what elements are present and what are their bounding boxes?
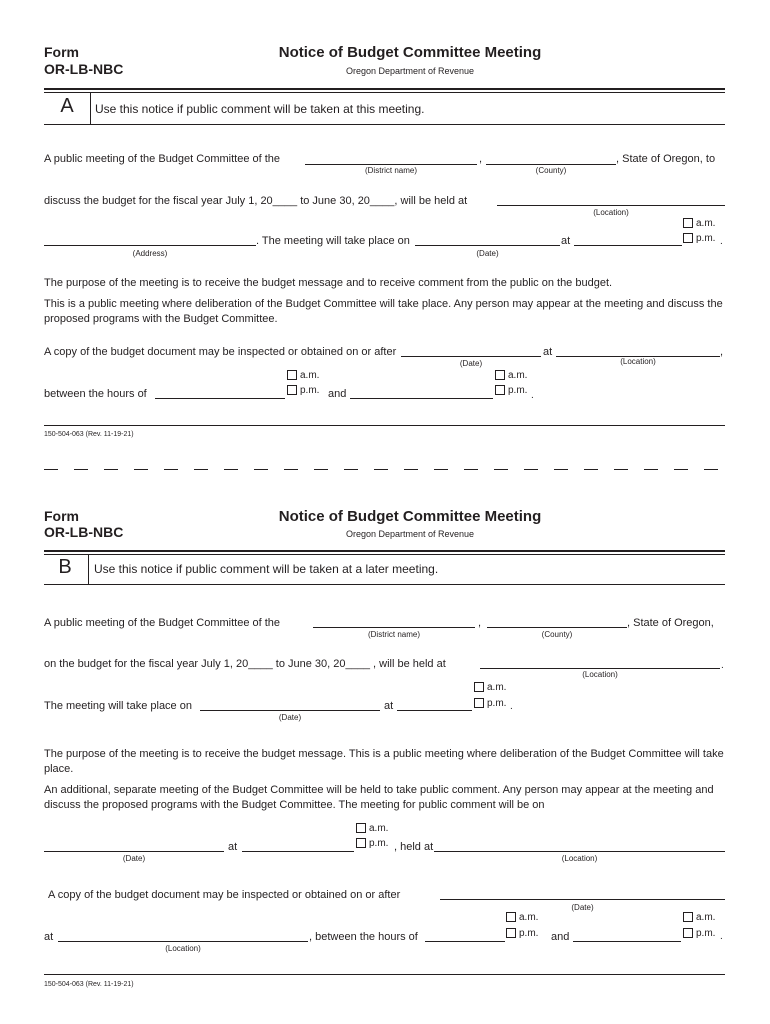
a-hours-start-am-label: a.m. [300, 370, 320, 381]
a-hours-end-pm-checkbox[interactable] [495, 385, 505, 395]
a-at-text: at [561, 235, 571, 247]
b-time-field[interactable] [397, 710, 472, 711]
b-location-field[interactable] [480, 668, 720, 669]
b-location-period: . [721, 660, 724, 671]
b-meeting-text: The meeting will take place on [44, 700, 192, 712]
section-a-top-rule [44, 88, 725, 90]
page-title: Notice of Budget Committee Meeting [278, 44, 542, 61]
b-held-at-text: , held at [394, 841, 434, 853]
a-am-label: a.m. [696, 218, 716, 229]
a-date-caption: (Date) [476, 249, 499, 258]
section-a-divider [90, 92, 91, 124]
b-comment-date-caption: (Date) [122, 854, 146, 863]
a-location-field[interactable] [497, 205, 725, 206]
section-a-bottom-rule [44, 124, 725, 125]
b-copy-date-field[interactable] [440, 899, 725, 900]
b-county-caption: (County) [541, 630, 573, 639]
a-hours-start-field[interactable] [155, 398, 285, 399]
a-hours-end-am-checkbox[interactable] [495, 370, 505, 380]
b-am-checkbox[interactable] [474, 682, 484, 692]
a-hours-start-pm-label: p.m. [300, 385, 320, 396]
section-b-letter: B [58, 556, 72, 578]
agency-name-b: Oregon Department of Revenue [345, 529, 475, 539]
a-meeting-text: . The meeting will take place on [256, 235, 410, 247]
a-hours-end-pm-label: p.m. [508, 385, 528, 396]
b-comment-am-label: a.m. [369, 823, 389, 834]
b-hours-start-am-label: a.m. [519, 912, 539, 923]
a-state-text: , State of Oregon, to [616, 153, 716, 165]
b-state-text: , State of Oregon, [627, 617, 714, 629]
a-hours-end-am-label: a.m. [508, 370, 528, 381]
form-label-b: Form [44, 508, 79, 524]
form-number-b: OR-LB-NBC [44, 524, 124, 540]
form-label: Form [44, 44, 79, 60]
agency-name: Oregon Department of Revenue [345, 66, 475, 76]
section-b-top-rule-thin [44, 554, 725, 555]
a-time-field[interactable] [574, 245, 682, 246]
b-district-field[interactable] [313, 627, 475, 628]
section-b-bottom-rule [44, 584, 725, 585]
b-comment-am-checkbox[interactable] [356, 823, 366, 833]
a-pm-checkbox[interactable] [683, 233, 693, 243]
section-a-instruction: Use this notice if public comment will be taken at this meeting. [95, 102, 425, 116]
a-and-text: and [328, 388, 347, 400]
a-purpose-text: The purpose of the meeting is to receive the budget message and to receive comment from the public on the budget. [44, 277, 613, 289]
b-comment-location-field[interactable] [434, 851, 725, 852]
a-copy-date-caption: (Date) [459, 359, 483, 368]
b-additional-text: An additional, separate meeting of the Budget Committee will be held to take public comment. Any person may appear at the meeting and discuss the proposed programs with the Budget Committee. The meeting for public comment will be on [44, 784, 714, 811]
b-district-caption: (District name) [367, 630, 420, 639]
a-district-field[interactable] [305, 164, 477, 165]
b-hours-start-am-checkbox[interactable] [506, 912, 516, 922]
a-address-caption: (Address) [132, 249, 168, 258]
a-bottom-rule [44, 425, 725, 426]
a-copy-text: A copy of the budget document may be inspected or obtained on or after [44, 346, 397, 358]
b-line2-text: on the budget for the fiscal year July 1, 20____ to June 30, 20____ , will be held at [44, 658, 446, 670]
b-revision: 150-504-063 (Rev. 11-19-21) [44, 981, 134, 988]
a-date-field[interactable] [415, 245, 560, 246]
b-location-caption: (Location) [582, 670, 618, 679]
a-hours-period: . [531, 390, 534, 401]
b-at-location-text: at [44, 931, 54, 943]
b-copy-location-field[interactable] [58, 941, 308, 942]
a-county-caption: (County) [535, 166, 567, 175]
section-b-divider [88, 554, 89, 584]
a-hours-end-field[interactable] [350, 398, 493, 399]
b-at-text: at [384, 700, 394, 712]
b-am-label: a.m. [487, 682, 507, 693]
b-comment-at-text: at [228, 841, 238, 853]
b-hours-end-pm-label: p.m. [696, 928, 716, 939]
b-hours-period: . [720, 931, 723, 942]
b-hours-end-am-label: a.m. [696, 912, 716, 923]
b-line1-text: A public meeting of the Budget Committee of the [44, 617, 281, 629]
section-b-instruction: Use this notice if public comment will be taken at a later meeting. [94, 562, 439, 576]
b-hours-start-field[interactable] [425, 941, 505, 942]
a-hours-start-pm-checkbox[interactable] [287, 385, 297, 395]
section-a-letter: A [60, 95, 74, 117]
a-copy-comma: , [720, 346, 724, 358]
b-hours-end-pm-checkbox[interactable] [683, 928, 693, 938]
b-date-field[interactable] [200, 710, 380, 711]
a-am-checkbox[interactable] [683, 218, 693, 228]
b-between-text: , between the hours of [309, 931, 418, 943]
a-copy-location-caption: (Location) [620, 357, 656, 366]
a-between-text: between the hours of [44, 388, 147, 400]
b-comment-pm-label: p.m. [369, 838, 389, 849]
b-and-text: and [551, 931, 570, 943]
a-comma: , [479, 153, 483, 165]
b-comma: , [478, 617, 482, 629]
a-county-field[interactable] [486, 164, 616, 165]
b-comment-pm-checkbox[interactable] [356, 838, 366, 848]
b-comment-time-field[interactable] [242, 851, 354, 852]
a-address-field[interactable] [44, 245, 256, 246]
b-copy-date-caption: (Date) [571, 903, 594, 912]
a-line1-text: A public meeting of the Budget Committee of the [44, 153, 281, 165]
b-bottom-rule [44, 974, 725, 975]
a-public-meeting-text: This is a public meeting where deliberation of the Budget Committee will take place. Any person may appear at the meeting and discuss the proposed programs with the Budget Committee. [44, 298, 723, 325]
section-b-top-rule [44, 550, 725, 552]
b-hours-start-pm-checkbox[interactable] [506, 928, 516, 938]
b-comment-date-field[interactable] [44, 851, 224, 852]
a-district-caption: (District name) [364, 166, 417, 175]
b-purpose-text: The purpose of the meeting is to receive the budget message. This is a public meeting where deliberation of the Budget Committee will take place. [44, 748, 724, 775]
b-period: . [510, 701, 513, 712]
b-copy-text: A copy of the budget document may be inspected or obtained on or after [48, 889, 401, 901]
a-period: . [720, 236, 723, 247]
b-hours-end-am-checkbox[interactable] [683, 912, 693, 922]
b-hours-end-field[interactable] [573, 941, 681, 942]
b-pm-label: p.m. [487, 698, 507, 709]
b-copy-location-caption: (Location) [165, 944, 201, 953]
b-county-field[interactable] [487, 627, 627, 628]
b-hours-start-pm-label: p.m. [519, 928, 539, 939]
a-copy-date-field[interactable] [401, 356, 541, 357]
b-date-caption: (Date) [278, 713, 302, 722]
b-comment-location-caption: (Location) [561, 854, 598, 863]
a-copy-at-text: at [543, 346, 553, 358]
page-title-b: Notice of Budget Committee Meeting [278, 508, 542, 525]
b-pm-checkbox[interactable] [474, 698, 484, 708]
form-number: OR-LB-NBC [44, 61, 124, 77]
a-pm-label: p.m. [696, 233, 716, 244]
a-line2-text: discuss the budget for the fiscal year July 1, 20____ to June 30, 20____, will be held at [44, 195, 468, 207]
a-location-caption: (Location) [593, 208, 629, 217]
section-a-top-rule-thin [44, 92, 725, 93]
a-revision: 150-504-063 (Rev. 11-19-21) [44, 431, 134, 438]
a-hours-start-am-checkbox[interactable] [287, 370, 297, 380]
